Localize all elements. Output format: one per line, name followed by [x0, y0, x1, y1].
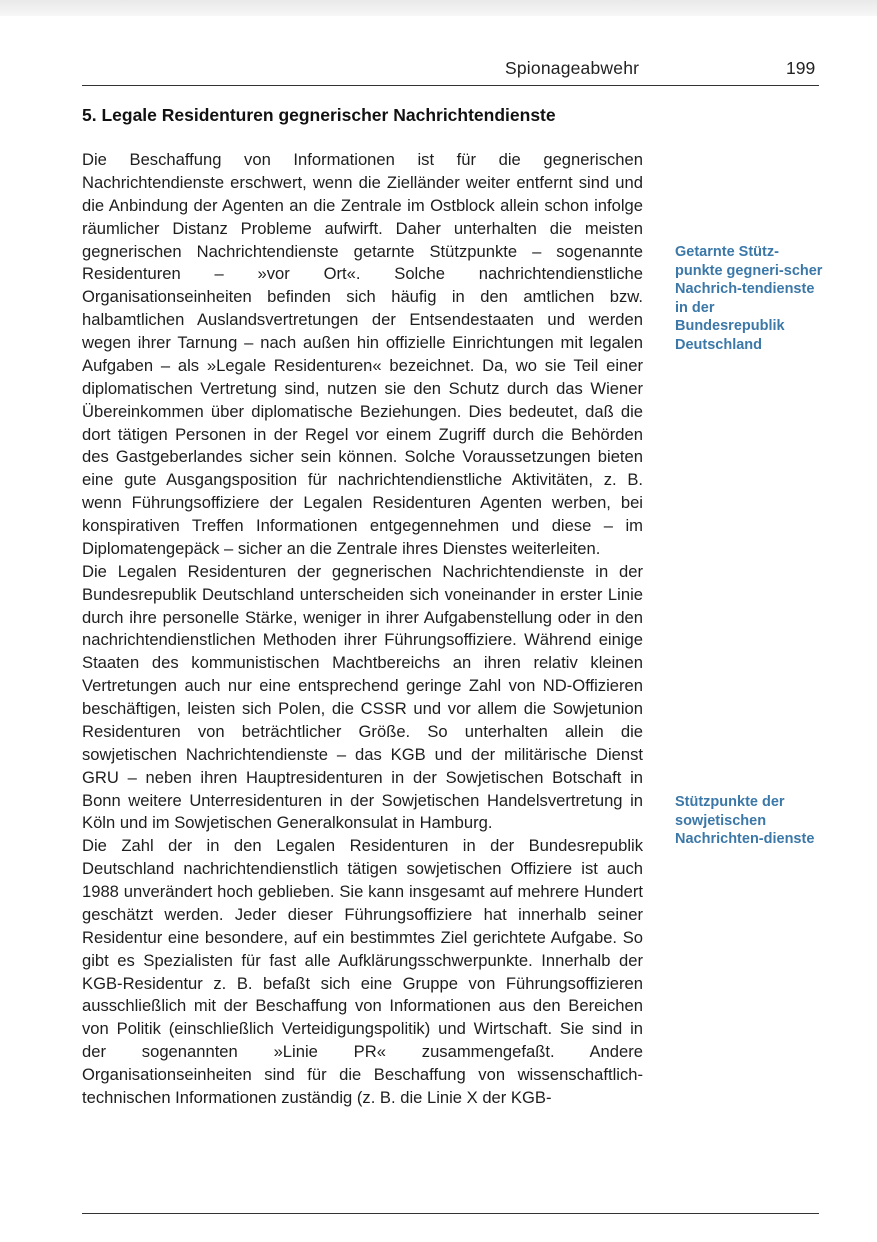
paragraph-1: Die Beschaffung von Informationen ist für die gegnerischen Nachrichtendienste erschwert, wenn die Zielländer weiter entfernt sind und die Anbindung der Agenten an die Zentrale im Ostblock allein schon infolge räumlicher Distanz Probleme aufwirft. Daher unterhalten die meisten gegnerischen Nachrichtendienste getarnte Stützpunkte – sogenannte Residenturen – »vor Ort«. Solche nachrichtendienstliche Organisationseinheiten befinden sich häufig in den amtlichen bzw. halbamtlichen Auslandsvertretungen der Entsendestaaten und werden wegen ihrer Tarnung – nach außen hin offizielle Einrichtungen mit legalen Aufgaben – als »Legale Residenturen« bezeichnet. Da, wo sie Teil einer diplomatischen Vertretung sind, nutzen sie den Schutz durch das Wiener Übereinkommen über diplomatische Beziehungen. Dies bedeutet, daß die dort tätigen Personen in der Regel vor einem Zugriff durch die Behörden des Gastgeberlandes sicher sein können. Solche Voraussetzungen bieten eine gute Ausgangsposition für nachrichtendienstliche Aktivitäten, z. B. wenn Führungsoffiziere der Legalen Residenturen Agenten werben, bei konspirativen Treffen Informationen entgegennehmen und diese – im Diplomatengepäck – sicher an die Zentrale ihres Dienstes weiterleiten. — [82, 150, 643, 558]
page-number: 199 — [786, 58, 816, 78]
body-text — [82, 149, 643, 1110]
footer-rule — [82, 1213, 819, 1214]
margin-note-soviet-bases: Stützpunkte der sowjetischen Nachrichten-dienste — [675, 794, 815, 848]
paragraph-3: Die Zahl der in den Legalen Residenturen in der Bundesrepublik Deutschland nachrichtendienstlich tätigen sowjetischen Offiziere ist auch 1988 unverändert hoch geblieben. Sie kann insgesamt auf mehrere Hundert geschätzt werden. Jeder dieser Führungsoffiziere hat innerhalb seiner Residentur eine besondere, auf ein bestimmtes Ziel gerichtete Aufgabe. So gibt es Spezialisten für fast alle Aufklärungsschwerpunkte. Innerhalb der KGB-Residentur z. B. befaßt sich eine Gruppe von Führungsoffizieren ausschließlich mit der Beschaffung von Informationen aus den Bereichen von Politik (einschließlich Verteidigungspolitik) und Wirtschaft. Sie sind in der sogenannten »Linie PR« zusammengefaßt. Andere Organisationseinheiten sind für die Beschaffung von wissenschaftlich-technischen Informationen zuständig (z. B. die Linie X der KGB- — [82, 836, 643, 1107]
margin-note-hidden-bases: Getarnte Stütz-punkte gegneri-scher Nachrich-tendienste in der Bundesrepublik Deutschland — [675, 244, 823, 353]
section-heading: 5. Legale Residenturen gegnerischer Nachrichtendienste — [82, 105, 556, 125]
header-rule — [82, 85, 819, 86]
paragraph-2: Die Legalen Residenturen der gegnerischen Nachrichtendienste in der Bundesrepublik Deutschland unterscheiden sich voneinander in erster Linie durch ihre personelle Stärke, weniger in ihrer Aufgabenstellung oder in den nachrichtendienstlichen Methoden ihrer Führungsoffiziere. Während einige Staaten des kommunistischen Machtbereichs an ihren relativ kleinen Vertretungen auch nur eine entsprechend geringe Zahl von ND-Offizieren beschäftigen, leisten sich Polen, die CSSR und vor allem die Sowjetunion Residenturen von beträchtlicher Größe. So unterhalten allein die sowjetischen Nachrichtendienste – das KGB und der militärische Dienst GRU – neben ihren Hauptresidenturen in der Sowjetischen Botschaft in Bonn weitere Unterresidenturen in der Sowjetischen Handelsvertretung in Köln und im Sowjetischen Generalkonsulat in Hamburg. — [82, 561, 643, 833]
running-title: Spionageabwehr — [505, 58, 640, 78]
scan-top-edge — [0, 0, 877, 16]
